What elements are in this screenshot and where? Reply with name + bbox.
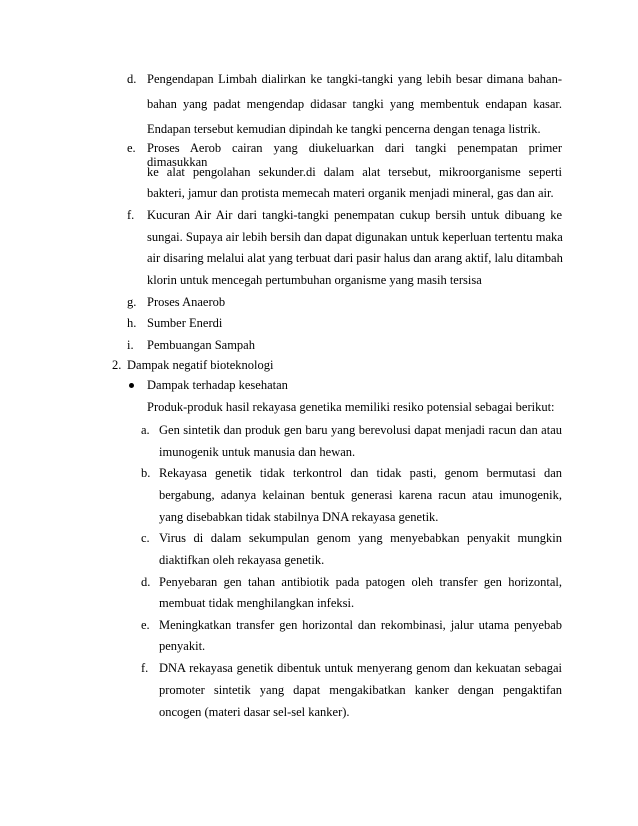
item-c-line-1: Virus di dalam sekumpulan genom yang menyebabkan penyakit mungkin xyxy=(159,531,562,545)
item-f-line-3: air disaring melalui alat yang terbuat dari pasir halus dan arang aktif, lalu ditambah xyxy=(147,251,563,265)
bullet-heading: Dampak terhadap kesehatan xyxy=(147,378,288,392)
list-marker-f: f. xyxy=(127,208,135,222)
item-e-line-3: bakteri, jamur dan protista memecah materi organik menjadi mineral, gas dan air. xyxy=(147,186,554,200)
list-marker-h: h. xyxy=(127,316,137,330)
item-f2-line-2: promoter sintetik yang dapat mengakibatkan kanker dengan pengaktifan xyxy=(159,683,562,697)
item-h-text: Sumber Enerdi xyxy=(147,316,223,330)
item-g-text: Proses Anaerob xyxy=(147,295,226,309)
list-marker-c: c. xyxy=(141,531,150,545)
section-2-number: 2. xyxy=(112,358,122,372)
intro-paragraph: Produk-produk hasil rekayasa genetika memiliki resiko potensial sebagai berikut: xyxy=(147,400,555,414)
item-b-line-3: yang disebabkan tidak stabilnya DNA rekayasa genetik. xyxy=(159,510,439,524)
item-i-text: Pembuangan Sampah xyxy=(147,338,255,352)
list-marker-b: b. xyxy=(141,466,151,480)
item-d-line-2: bahan yang padat mengendap didasar tangki yang membentuk endapan kasar. xyxy=(147,97,562,111)
item-a-line-2: imunogenik untuk manusia dan hewan. xyxy=(159,445,356,459)
item-f-line-1: Kucuran Air Air dari tangki-tangki penempatan cukup bersih untuk dibuang ke xyxy=(147,208,562,222)
list-marker-a: a. xyxy=(141,423,150,437)
item-b-line-1: Rekayasa genetik tidak terkontrol dan tidak pasti, genom bermutasi dan xyxy=(159,466,562,480)
item-f2-line-1: DNA rekayasa genetik dibentuk untuk menyerang genom dan kekuatan sebagai xyxy=(159,661,562,675)
list-marker-d2: d. xyxy=(141,575,151,589)
item-e-line-2: ke alat pengolahan sekunder.di dalam alat tersebut, mikroorganisme seperti xyxy=(147,165,562,179)
list-marker-f2: f. xyxy=(141,661,149,675)
item-c-line-2: diaktifkan oleh rekayasa genetik. xyxy=(159,553,325,567)
item-f-line-4: klorin untuk mencegah pertumbuhan organisme yang masih tersisa xyxy=(147,273,482,287)
list-marker-e2: e. xyxy=(141,618,150,632)
list-marker-g: g. xyxy=(127,295,137,309)
item-e2-line-1: Meningkatkan transfer gen horizontal dan rekombinasi, jalur utama penyebab xyxy=(159,618,562,632)
item-d2-line-2: membuat tidak menghilangkan infeksi. xyxy=(159,596,355,610)
item-d-line-3: Endapan tersebut kemudian dipindah ke tangki pencerna dengan tenaga listrik. xyxy=(147,122,541,136)
section-2-heading: Dampak negatif bioteknologi xyxy=(127,358,274,372)
item-e-line-1: Proses Aerob cairan yang diukeluarkan dari tangki penempatan primer dimasukkan xyxy=(147,141,562,169)
item-d-line-1: Pengendapan Limbah dialirkan ke tangki-tangki yang lebih besar dimana bahan- xyxy=(147,72,562,86)
list-marker-e: e. xyxy=(127,141,136,155)
list-marker-i: i. xyxy=(127,338,134,352)
item-a-line-1: Gen sintetik dan produk gen baru yang berevolusi dapat menjadi racun dan atau xyxy=(159,423,562,437)
item-b-line-2: bergabung, adanya kelainan bentuk generasi karena racun atau imunogenik, xyxy=(159,488,562,502)
item-f2-line-3: oncogen (materi dasar sel-sel kanker). xyxy=(159,705,350,719)
item-f-line-2: sungai. Supaya air lebih bersih dan dapat digunakan untuk keperluan tertentu maka xyxy=(147,230,563,244)
item-e2-line-2: penyakit. xyxy=(159,639,206,653)
item-d2-line-1: Penyebaran gen tahan antibiotik pada patogen oleh transfer gen horizontal, xyxy=(159,575,562,589)
list-marker-d: d. xyxy=(127,72,137,86)
bullet-icon xyxy=(129,383,134,388)
